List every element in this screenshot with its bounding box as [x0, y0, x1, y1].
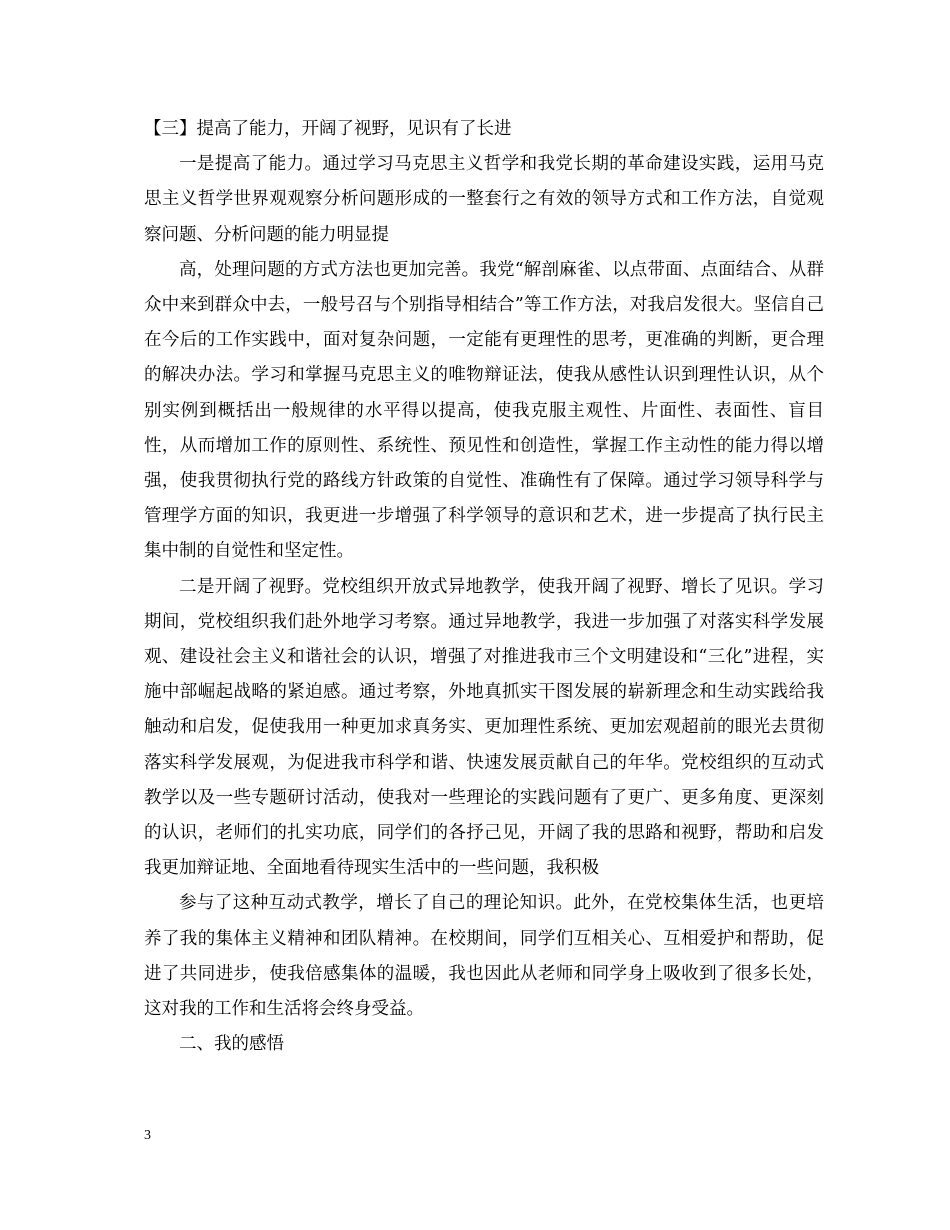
- paragraph-ability-continued: 高，处理问题的方式方法也更加完善。我党“解剖麻雀、以点带面、点面结合、从群众中来到群众中去，一般号召与个别指导相结合”等工作方法，对我启发很大。坚信自己在今后的工作实践中，面对复杂问题，一定能有更理性的思考，更准确的判断，更合理的解决办法。学习和掌握马克思主义的唯物辩证法，使我从感性认识到理性认识，从个别实例到概括出一般规律的水平得以提高，使我克服主观性、片面性、表面性、盲目性，从而增加工作的原则性、系统性、预见性和创造性，掌握工作主动性的能力得以增强，使我贯彻执行党的路线方针政策的自觉性、准确性有了保障。通过学习领导科学与管理学方面的知识，我更进一步增强了科学领导的意识和艺术，进一步提高了执行民主集中制的自觉性和坚定性。: [144, 259, 824, 562]
- paragraph-ability: 一是提高了能力。通过学习马克思主义哲学和我党长期的革命建设实践，运用马克思主义哲学世界观观察分析问题形成的一整套行之有效的领导方式和工作方法，自觉观察问题、分析问题的能力明显提: [144, 154, 824, 245]
- section-heading: 【三】提高了能力，开阔了视野，见识有了长进: [144, 119, 512, 139]
- page-number: 3: [144, 1128, 151, 1143]
- paragraph-vision: 二是开阔了视野。党校组织开放式异地教学，使我开阔了视野、增长了见识。学习期间，党校组织我们赴外地学习考察。通过异地教学，我进一步加强了对落实科学发展观、建设社会主义和谐社会的认识，增强了对推进我市三个文明建设和“三化”进程，实施中部崛起战略的紧迫感。通过考察，外地真抓实干图发展的崭新理念和生动实践给我触动和启发，促使我用一种更加求真务实、更加理性系统、更加宏观超前的眼光去贯彻落实科学发展观，为促进我市科学和谐、快速发展贡献自己的年华。党校组织的互动式教学以及一些专题研讨活动，使我对一些理论的实践问题有了更广、更多角度、更深刻的认识，老师们的扎实功底，同学们的各抒己见，开阔了我的思路和视野，帮助和启发我更加辩证地、全面地看待现实生活中的一些问题，我积极: [144, 576, 824, 879]
- section-heading-reflections: 二、我的感悟: [179, 1034, 284, 1055]
- paragraph-interactive-teaching: 参与了这种互动式教学，增长了自己的理论知识。此外，在党校集体生活，也更培养了我的集体主义精神和团队精神。在校期间，同学们互相关心、互相爱护和帮助，促进了共同进步，使我倍感集体的温暖，我也因此从老师和同学身上吸收到了很多长处，这对我的工作和生活将会终身受益。: [144, 893, 824, 1020]
- document-body: [144, 112, 824, 1062]
